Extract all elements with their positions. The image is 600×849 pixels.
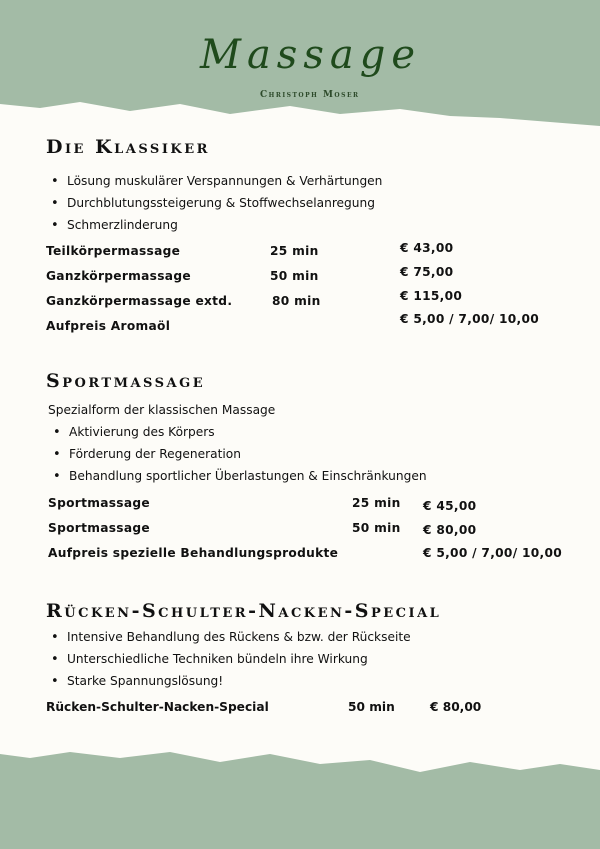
row-price: € 80,00 bbox=[423, 523, 477, 537]
heading-klassiker: Die Klassiker bbox=[46, 136, 210, 158]
row-duration: 25 min bbox=[270, 244, 319, 258]
row-price: € 75,00 bbox=[400, 265, 454, 279]
row-duration: 80 min bbox=[272, 294, 321, 308]
row-name: Aufpreis Aromaöl bbox=[46, 319, 171, 333]
heading-rsn-special: Rücken-Schulter-Nacken-Special bbox=[46, 600, 442, 622]
bullet-item: • Behandlung sportlicher Überlastungen & Einschränkungen bbox=[69, 469, 427, 483]
row-name: Ganzkörpermassage bbox=[46, 269, 191, 283]
row-price: € 45,00 bbox=[423, 499, 477, 513]
row-duration: 50 min bbox=[348, 700, 395, 714]
bullet-item: • Schmerzlinderung bbox=[67, 218, 178, 232]
row-name: Teilkörpermassage bbox=[46, 244, 181, 258]
logo-subtitle: Christoph Moser bbox=[260, 90, 360, 100]
logo bbox=[200, 32, 421, 112]
row-name: Rücken-Schulter-Nacken-Special bbox=[46, 700, 269, 714]
logo-script: Massage bbox=[200, 32, 421, 78]
bullet-item: • Intensive Behandlung des Rückens & bzw. der Rückseite bbox=[67, 630, 411, 644]
bullet-item: • Lösung muskulärer Verspannungen & Verhärtungen bbox=[67, 174, 382, 188]
bullet-item: • Unterschiedliche Techniken bündeln ihre Wirkung bbox=[67, 652, 368, 666]
row-name: Ganzkörpermassage extd. bbox=[46, 294, 233, 308]
heading-sportmassage: Sportmassage bbox=[46, 370, 206, 392]
bullet-item: • Förderung der Regeneration bbox=[69, 447, 241, 461]
row-duration: 50 min bbox=[270, 269, 319, 283]
bullet-item: • Durchblutungssteigerung & Stoffwechselanregung bbox=[67, 196, 375, 210]
bullet-item: • Aktivierung des Körpers bbox=[69, 425, 215, 439]
row-name: Aufpreis spezielle Behandlungsprodukte bbox=[48, 546, 339, 560]
row-name: Sportmassage bbox=[48, 521, 150, 535]
row-price: € 115,00 bbox=[400, 289, 463, 303]
row-duration: 50 min bbox=[352, 521, 401, 535]
row-name: Sportmassage bbox=[48, 496, 150, 510]
bullet-item: • Starke Spannungslösung! bbox=[67, 674, 223, 688]
row-price: € 5,00 / 7,00/ 10,00 bbox=[423, 546, 563, 560]
section-intro: Spezialform der klassischen Massage bbox=[48, 403, 276, 417]
row-price: € 80,00 bbox=[430, 700, 482, 714]
row-price: € 43,00 bbox=[400, 241, 454, 255]
row-duration: 25 min bbox=[352, 496, 401, 510]
row-price: € 5,00 / 7,00/ 10,00 bbox=[400, 312, 540, 326]
